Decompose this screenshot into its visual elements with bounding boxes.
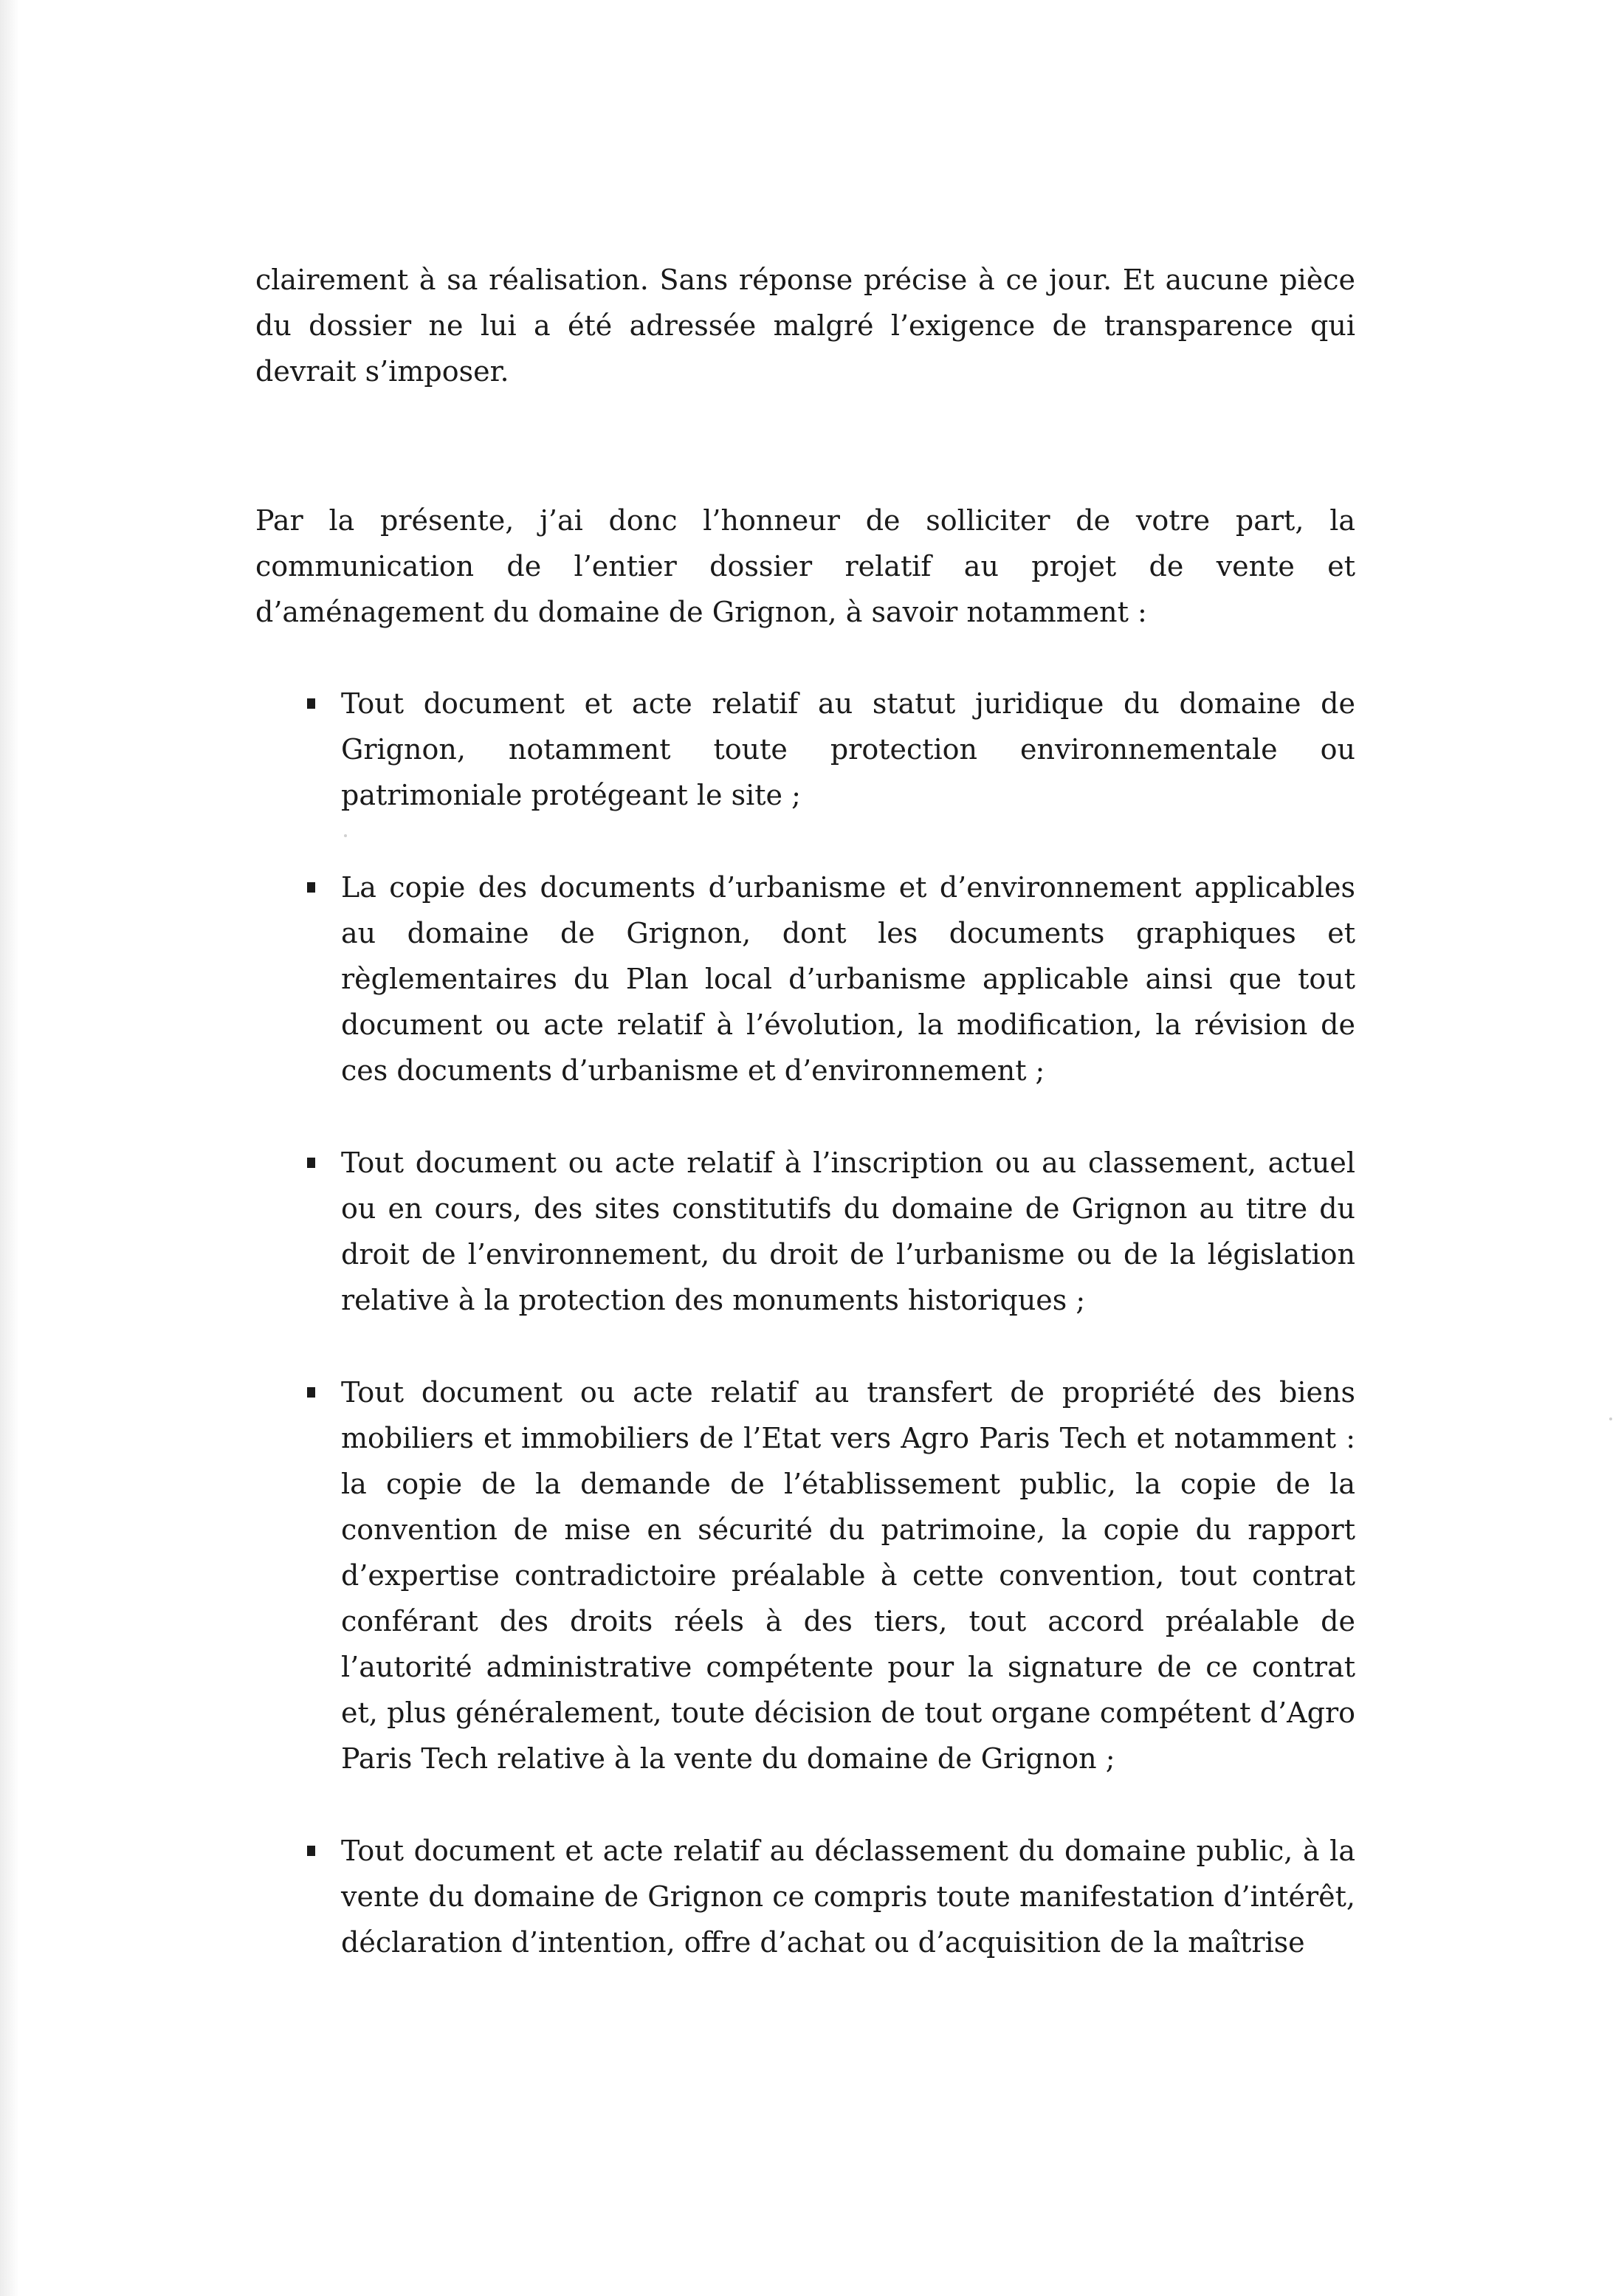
list-item-text: Tout document ou acte relatif à l’inscription ou au classement, actuel ou en cours, des sites constitutifs du domaine de Grignon au titre du droit de l’environnement, du droit de l’urbanisme ou de la législation relative à la protection des monuments historiques ; — [341, 1147, 1355, 1316]
scan-edge-shadow — [0, 0, 19, 2296]
square-bullet-icon — [307, 698, 315, 709]
square-bullet-icon — [307, 882, 315, 893]
list-item — [255, 681, 1355, 818]
list-item — [255, 1828, 1355, 1965]
list-item-text: Tout document et acte relatif au statut juridique du domaine de Grignon, notamment toute protection environnementale ou patrimoniale protégeant le site ; — [341, 687, 1355, 811]
list-item-text: La copie des documents d’urbanisme et d’environnement applicables au domaine de Grignon, dont les documents graphiques et règlementaires du Plan local d’urbanisme applicable ainsi que tout document ou acte relatif à l’évolution, la modification, la révision de ces documents d’urbanisme et d’environnement ; — [341, 871, 1355, 1087]
document-body — [255, 257, 1355, 2012]
request-list — [255, 681, 1355, 1965]
paragraph-request: Par la présente, j’ai donc l’honneur de solliciter de votre part, la communication de l’entier dossier relatif au projet de vente et d’aménagement du domaine de Grignon, à savoir notamment : — [255, 504, 1355, 628]
square-bullet-icon — [307, 1387, 315, 1398]
list-item-text: Tout document ou acte relatif au transfert de propriété des biens mobiliers et immobiliers de l’Etat vers Agro Paris Tech et notamment : la copie de la demande de l’établissement public, la copie de la convention de mise en sécurité du patrimoine, la copie du rapport d’expertise contradictoire préalable à cette convention, tout contrat conférant des droits réels à des tiers, tout accord préalable de l’autorité administrative compétente pour la signature de ce contrat et, plus généralement, toute décision de tout organe compétent d’Agro Paris Tech relative à la vente du domaine de Grignon ; — [341, 1376, 1355, 1775]
paragraph-continuation: clairement à sa réalisation. Sans réponse précise à ce jour. Et aucune pièce du dossier ne lui a été adressée malgré l’exigence de transparence qui devrait s’imposer. — [255, 264, 1355, 388]
square-bullet-icon — [307, 1846, 315, 1856]
square-bullet-icon — [307, 1158, 315, 1168]
list-item — [255, 1369, 1355, 1781]
list-item — [255, 1140, 1355, 1323]
scan-speck — [1609, 1417, 1612, 1420]
list-item-text: Tout document et acte relatif au déclassement du domaine public, à la vente du domaine de Grignon ce compris toute manifestation d’intérêt, déclaration d’intention, offre d’achat ou d’acquisition de la maîtrise — [341, 1835, 1355, 1959]
list-item — [255, 865, 1355, 1093]
